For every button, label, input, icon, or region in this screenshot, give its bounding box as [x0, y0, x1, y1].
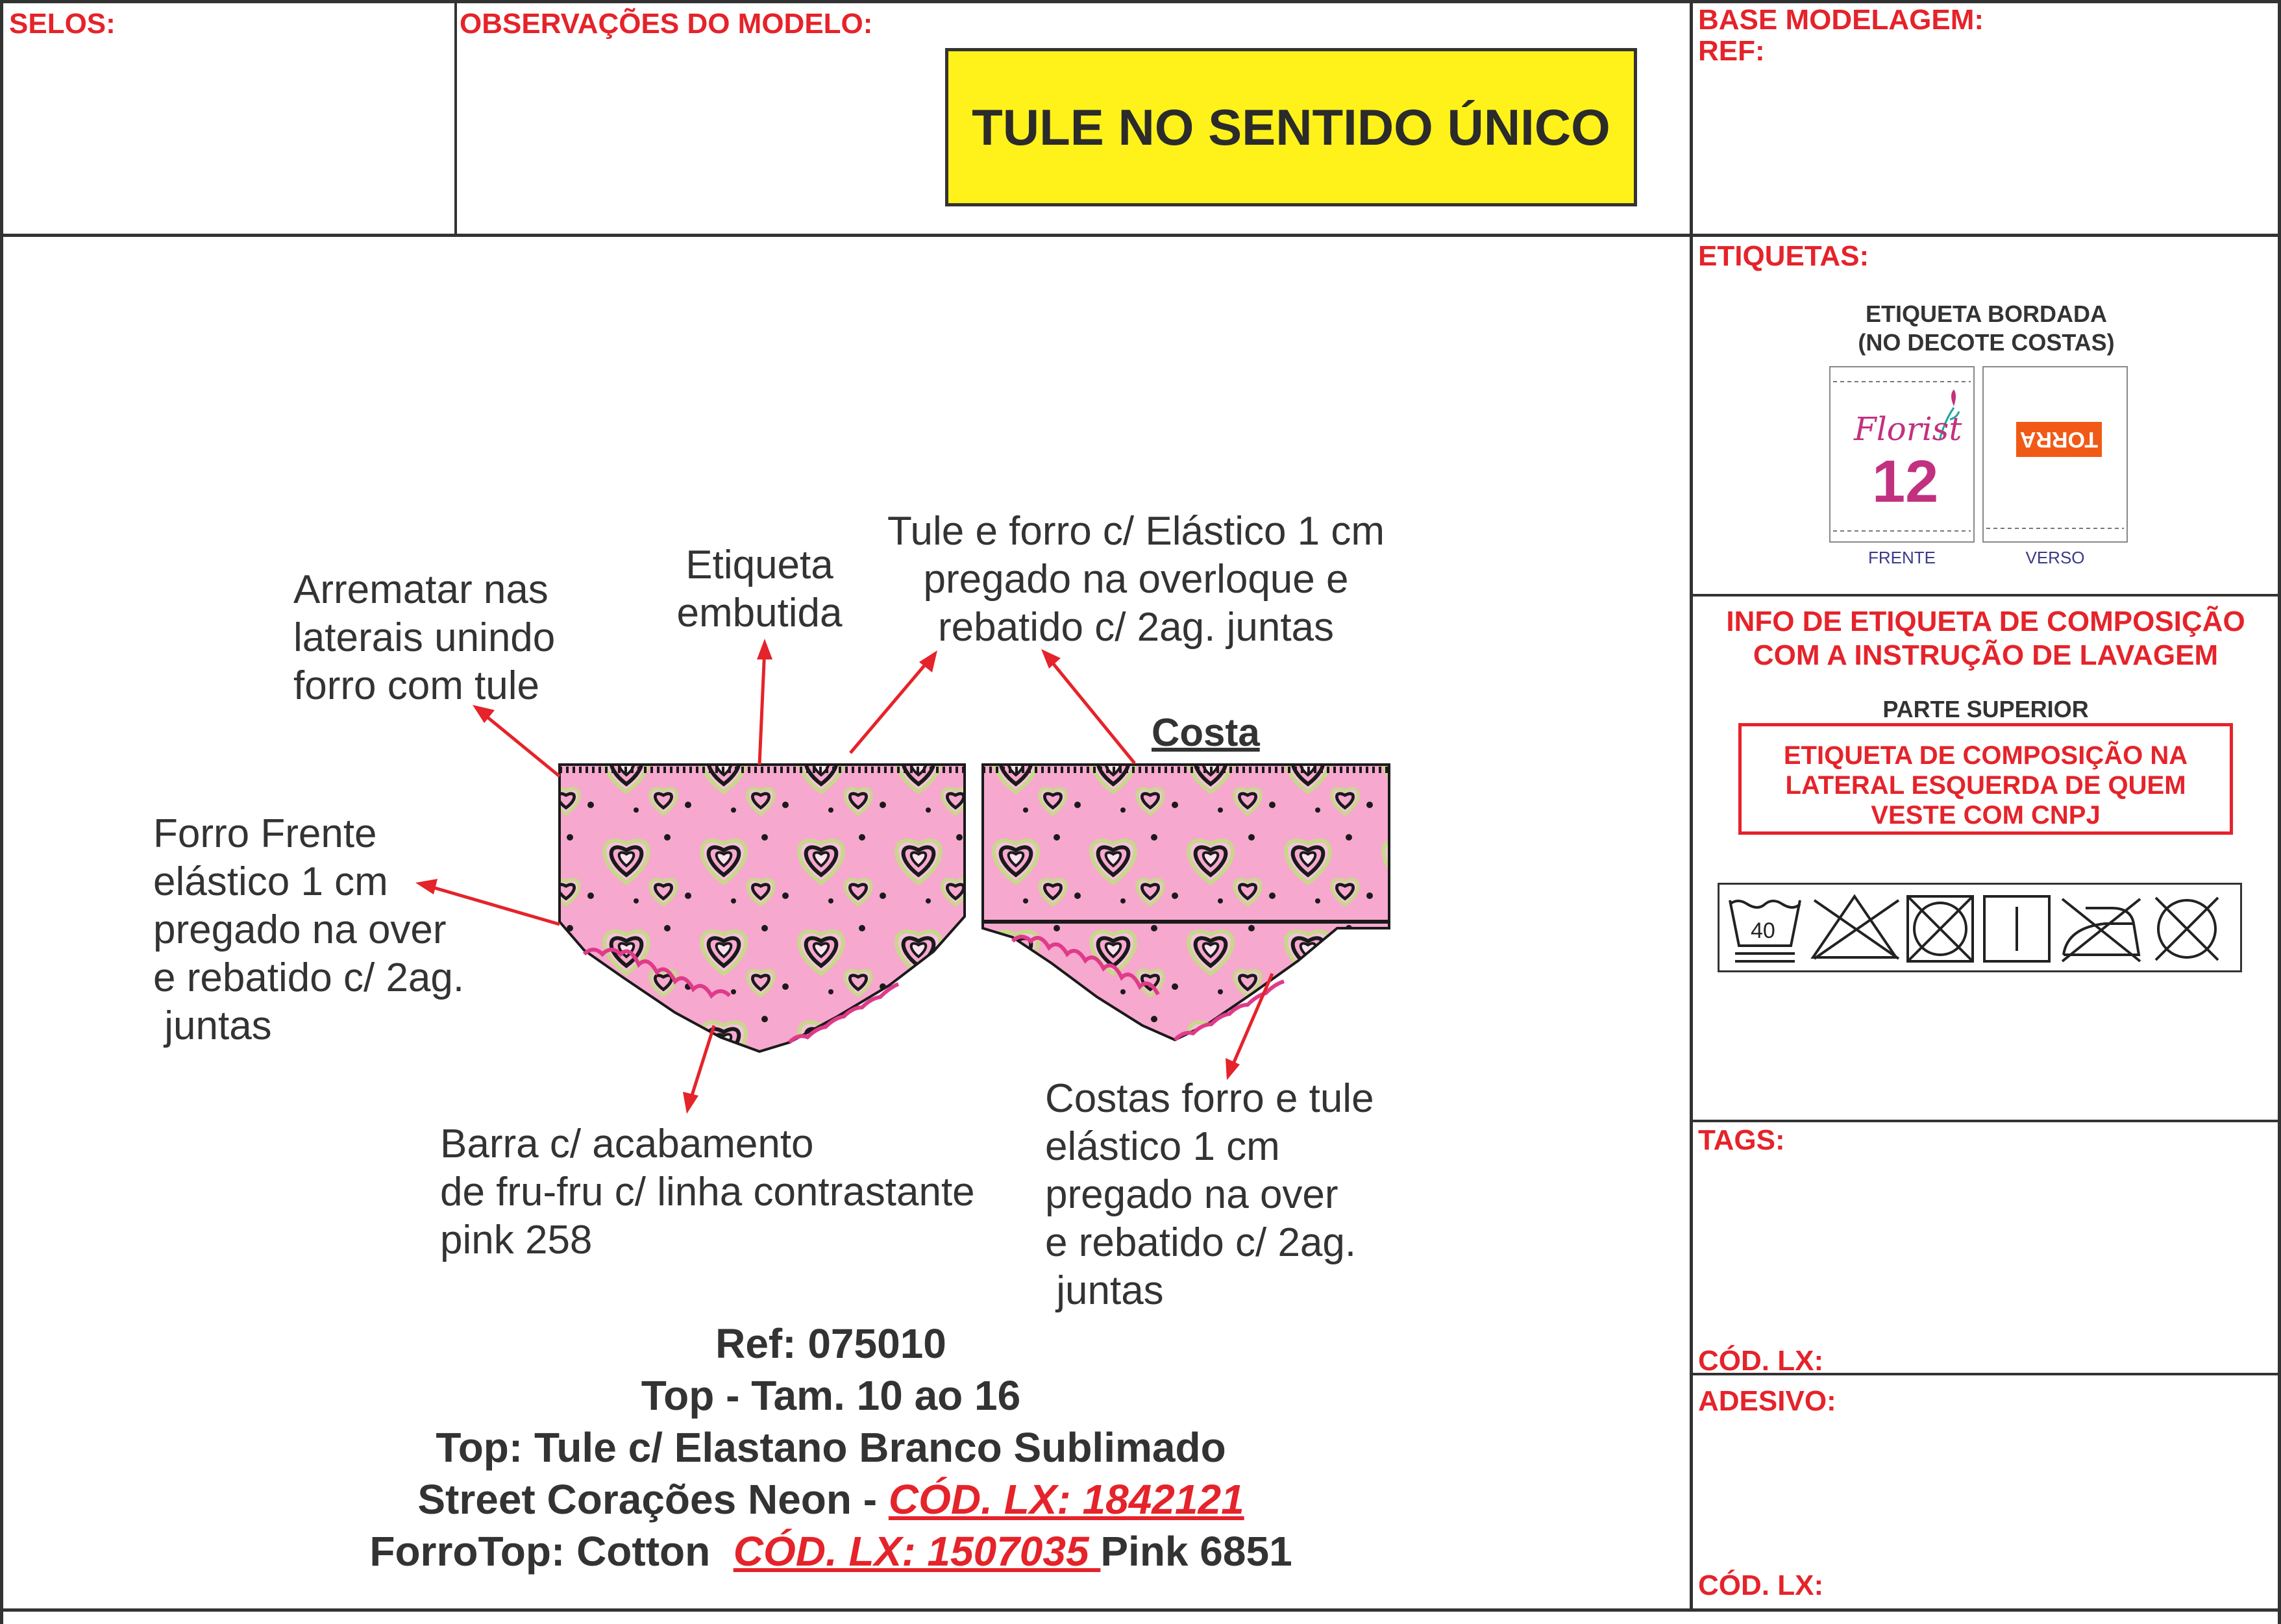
label-card-back	[1982, 366, 2128, 543]
product-info	[247, 1318, 1415, 1577]
no-iron-icon	[2062, 899, 2140, 961]
right-panel-divider	[1690, 0, 1693, 1611]
torra-logo-text: TORRA	[2019, 427, 2099, 452]
base-modelagem-label: BASE MODELAGEM:	[1698, 4, 1984, 36]
note-costas-forro: Costas forro e tule elástico 1 cm pregado na over e rebatido c/ 2ag. juntas	[1045, 1076, 1374, 1313]
verso-label: VERSO	[2025, 548, 2085, 567]
note-tule-forro: Tule e forro c/ Elástico 1 cm pregado na overloque e rebatido c/ 2ag. juntas	[887, 509, 1385, 650]
product-street-cod: CÓD. LX: 1842121	[888, 1476, 1244, 1523]
etiqueta-bordada-line2: (NO DECOTE COSTAS)	[1858, 329, 2115, 356]
no-tumble-dry-icon	[1908, 896, 1973, 961]
product-street-prefix: Street Corações Neon -	[417, 1476, 889, 1523]
adesivo-label: ADESIVO:	[1698, 1385, 1836, 1417]
tags-label: TAGS:	[1698, 1124, 1785, 1156]
composicao-box	[1738, 723, 2233, 835]
composicao-box-line1: ETIQUETA DE COMPOSIÇÃO NA	[1783, 741, 2188, 770]
note-forro-frente: Forro Frente elástico 1 cm pregado na over e rebatido c/ 2ag. juntas	[153, 811, 465, 1048]
product-forro	[247, 1525, 1415, 1577]
note-arrematar: Arrematar nas laterais unindo forro com tule	[293, 567, 556, 708]
cod-lx-label-1: CÓD. LX:	[1698, 1345, 1824, 1377]
composicao-box-line2: LATERAL ESQUERDA DE QUEM	[1785, 771, 2186, 800]
product-forro-cod: CÓD. LX: 1507035	[733, 1528, 1101, 1575]
line-dry-icon	[1984, 896, 2049, 961]
product-forro-prefix: ForroTop: Cotton	[369, 1528, 734, 1575]
note-costa: Costa	[1152, 711, 1260, 754]
back-piece	[983, 765, 1389, 1040]
florist-logo-text: Florist	[1854, 410, 1962, 448]
product-street	[247, 1473, 1415, 1525]
etiqueta-bordada-title	[1779, 300, 2194, 357]
product-material: Top: Tule c/ Elastano Branco Sublimado	[436, 1424, 1226, 1471]
cod-lx-label-2: CÓD. LX:	[1698, 1569, 1824, 1601]
etiqueta-bordada-line1: ETIQUETA BORDADA	[1866, 301, 2107, 327]
no-dry-clean-icon	[2156, 898, 2218, 960]
note-etiqueta-embutida: Etiqueta embutida	[676, 543, 843, 635]
parte-superior-label: PARTE SUPERIOR	[1882, 696, 2089, 722]
no-bleach-icon	[1813, 896, 1899, 959]
care-instructions-box	[1718, 883, 2242, 972]
info-composicao-line1: INFO DE ETIQUETA DE COMPOSIÇÃO	[1726, 606, 2245, 637]
note-barra: Barra c/ acabamento de fru-fru c/ linha contrastante pink 258	[440, 1122, 975, 1262]
wash-temp-text: 40	[1751, 918, 1775, 943]
border-right	[2278, 0, 2281, 1624]
composicao-box-line3: VESTE COM CNPJ	[1871, 801, 2101, 830]
front-piece	[560, 765, 965, 1052]
observacoes-label: OBSERVAÇÕES DO MODELO:	[460, 8, 873, 40]
product-size: Top - Tam. 10 ao 16	[641, 1372, 1021, 1419]
torra-logo-icon	[2016, 422, 2102, 457]
tags-divider	[1691, 1120, 2279, 1122]
frente-label: FRENTE	[1868, 548, 1936, 567]
etiquetas-divider	[1691, 594, 2279, 597]
info-composicao-line2: COM A INSTRUÇÃO DE LAVAGEM	[1753, 639, 2219, 671]
label-card-front	[1829, 366, 1975, 543]
border-bottom	[0, 1608, 2281, 1612]
florist-number: 12	[1872, 449, 1939, 515]
observacao-highlight-text: TULE NO SENTIDO ÚNICO	[972, 98, 1610, 156]
product-forro-suffix: Pink 6851	[1100, 1528, 1292, 1575]
ref-label: REF:	[1698, 35, 1765, 67]
etiquetas-label: ETIQUETAS:	[1698, 240, 1869, 272]
info-composicao-title	[1695, 605, 2276, 672]
product-ref: Ref: 075010	[715, 1320, 946, 1367]
selos-label: SELOS:	[9, 8, 116, 40]
